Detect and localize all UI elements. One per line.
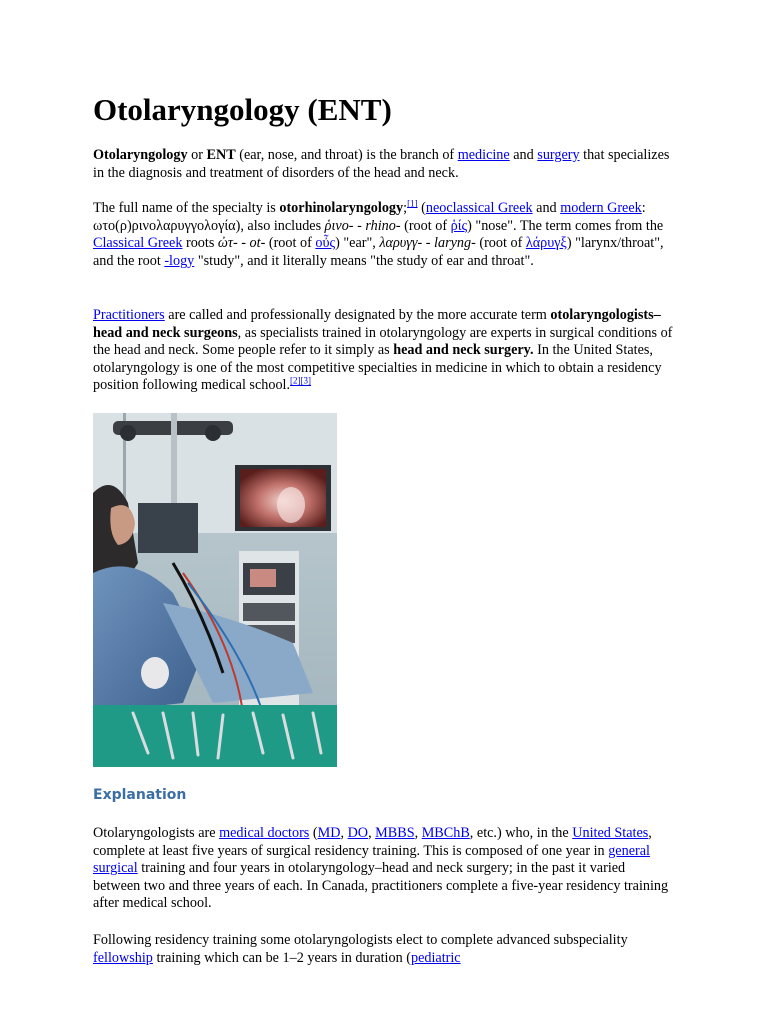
text: Following residency training some otolaryngologists elect to complete advanced subspeciality <box>93 932 628 948</box>
etymology-paragraph <box>93 200 675 270</box>
term-otolaryngology: Otolaryngology <box>93 147 188 163</box>
link-classical-greek[interactable]: Classical Greek <box>93 235 183 252</box>
link-logy[interactable]: -logy <box>164 252 195 269</box>
explanation-paragraph <box>93 825 675 913</box>
term-head-neck-surgeons: otolaryngologists– head and neck surgeons <box>93 307 661 341</box>
link-mbbs[interactable]: MBBS <box>375 825 415 841</box>
link-general-surgical[interactable]: general surgical <box>93 842 650 877</box>
link-modern-greek[interactable]: modern Greek <box>560 200 642 216</box>
text: (root of <box>400 217 451 234</box>
term-otorhinolaryngology: otorhinolaryngology <box>279 200 404 216</box>
term-head-neck-surgery: head and neck surgery. <box>393 342 534 359</box>
text: , complete at least five years of surgical residency training. This is composed of one year in <box>93 825 652 859</box>
text: training which can be 1–2 years in duration ( <box>152 949 411 966</box>
text: , as specialists trained in otolaryngology are experts in surgical conditions of the head and neck. Some people refer to it simply as <box>93 324 673 359</box>
text: ) "nose". The term comes from the <box>467 217 664 234</box>
greek-ot: ὠτ- - ot- <box>217 235 266 252</box>
fellowship-paragraph <box>93 932 675 967</box>
intro-paragraph <box>93 147 675 182</box>
link-medical-doctors[interactable]: medical doctors <box>219 825 310 841</box>
text: Otolaryngologists are <box>93 825 220 841</box>
surgery-photo <box>93 413 337 767</box>
text: , etc.) who, in the <box>469 825 573 841</box>
text: ( <box>417 200 426 216</box>
text: , <box>340 825 348 841</box>
text: training and four years in otolaryngology–head and neck surgery; in the past it varied between two and three years of each. In Canada, practitioners complete a five-year residency training after medical school. <box>93 860 669 912</box>
citation-1[interactable]: [1] <box>407 198 418 209</box>
text: The full name of the specialty is <box>93 200 280 216</box>
text: , <box>414 825 422 841</box>
link-medicine[interactable]: medicine <box>457 147 510 163</box>
text: : ωτο(ρ)ρινολαρυγγολογία), also includes <box>93 200 646 234</box>
text: (root of <box>265 235 316 252</box>
link-practitioners[interactable]: Practitioners <box>93 307 165 323</box>
page-title: Otolaryngology (ENT) <box>93 92 392 127</box>
text: ( <box>309 825 318 841</box>
text: In the United States, otolaryngology is one of the most competitive specialties in medicine in which to obtain a residency position following medical school. <box>93 342 662 394</box>
link-surgery[interactable]: surgery <box>537 147 580 163</box>
greek-laryng: λαρυγγ- - laryng- <box>379 235 476 252</box>
text: are called and professionally designated by the more accurate term <box>164 307 551 323</box>
link-fellowship[interactable]: fellowship <box>93 949 153 966</box>
text: ; <box>403 200 408 216</box>
link-md[interactable]: MD <box>317 825 341 841</box>
link-ous[interactable]: οὖς <box>315 235 336 252</box>
link-mbchb[interactable]: MBChB <box>421 825 470 841</box>
text: or <box>187 147 207 163</box>
text: (root of <box>475 235 526 252</box>
text: that specializes in the diagnosis and treatment of disorders of the head and neck. <box>93 147 670 181</box>
link-do[interactable]: DO <box>347 825 369 841</box>
link-larynx[interactable]: λάρυγξ <box>525 235 567 252</box>
text: (ear, nose, and throat) is the branch of <box>235 147 458 163</box>
citation-3[interactable]: [3] <box>300 375 312 386</box>
link-rhis[interactable]: ῥίς <box>450 217 468 234</box>
text: and <box>532 200 561 216</box>
text: "study", and it literally means "the study of ear and throat". <box>194 252 534 269</box>
greek-rhino: ῥινο- - rhino- <box>324 217 401 234</box>
term-ent: ENT <box>206 147 236 163</box>
link-pediatric[interactable]: pediatric <box>410 949 461 966</box>
text: and <box>509 147 538 163</box>
text: , <box>368 825 376 841</box>
text: roots <box>182 235 218 252</box>
citation-2[interactable]: [2] <box>290 375 301 386</box>
section-heading-explanation: Explanation <box>93 787 187 803</box>
text: ) "larynx/throat", and the root <box>93 235 664 269</box>
text: ) "ear", <box>335 235 380 252</box>
link-neoclassical-greek[interactable]: neoclassical Greek <box>425 200 533 216</box>
practitioners-paragraph <box>93 307 675 395</box>
link-united-states[interactable]: United States <box>572 825 649 841</box>
